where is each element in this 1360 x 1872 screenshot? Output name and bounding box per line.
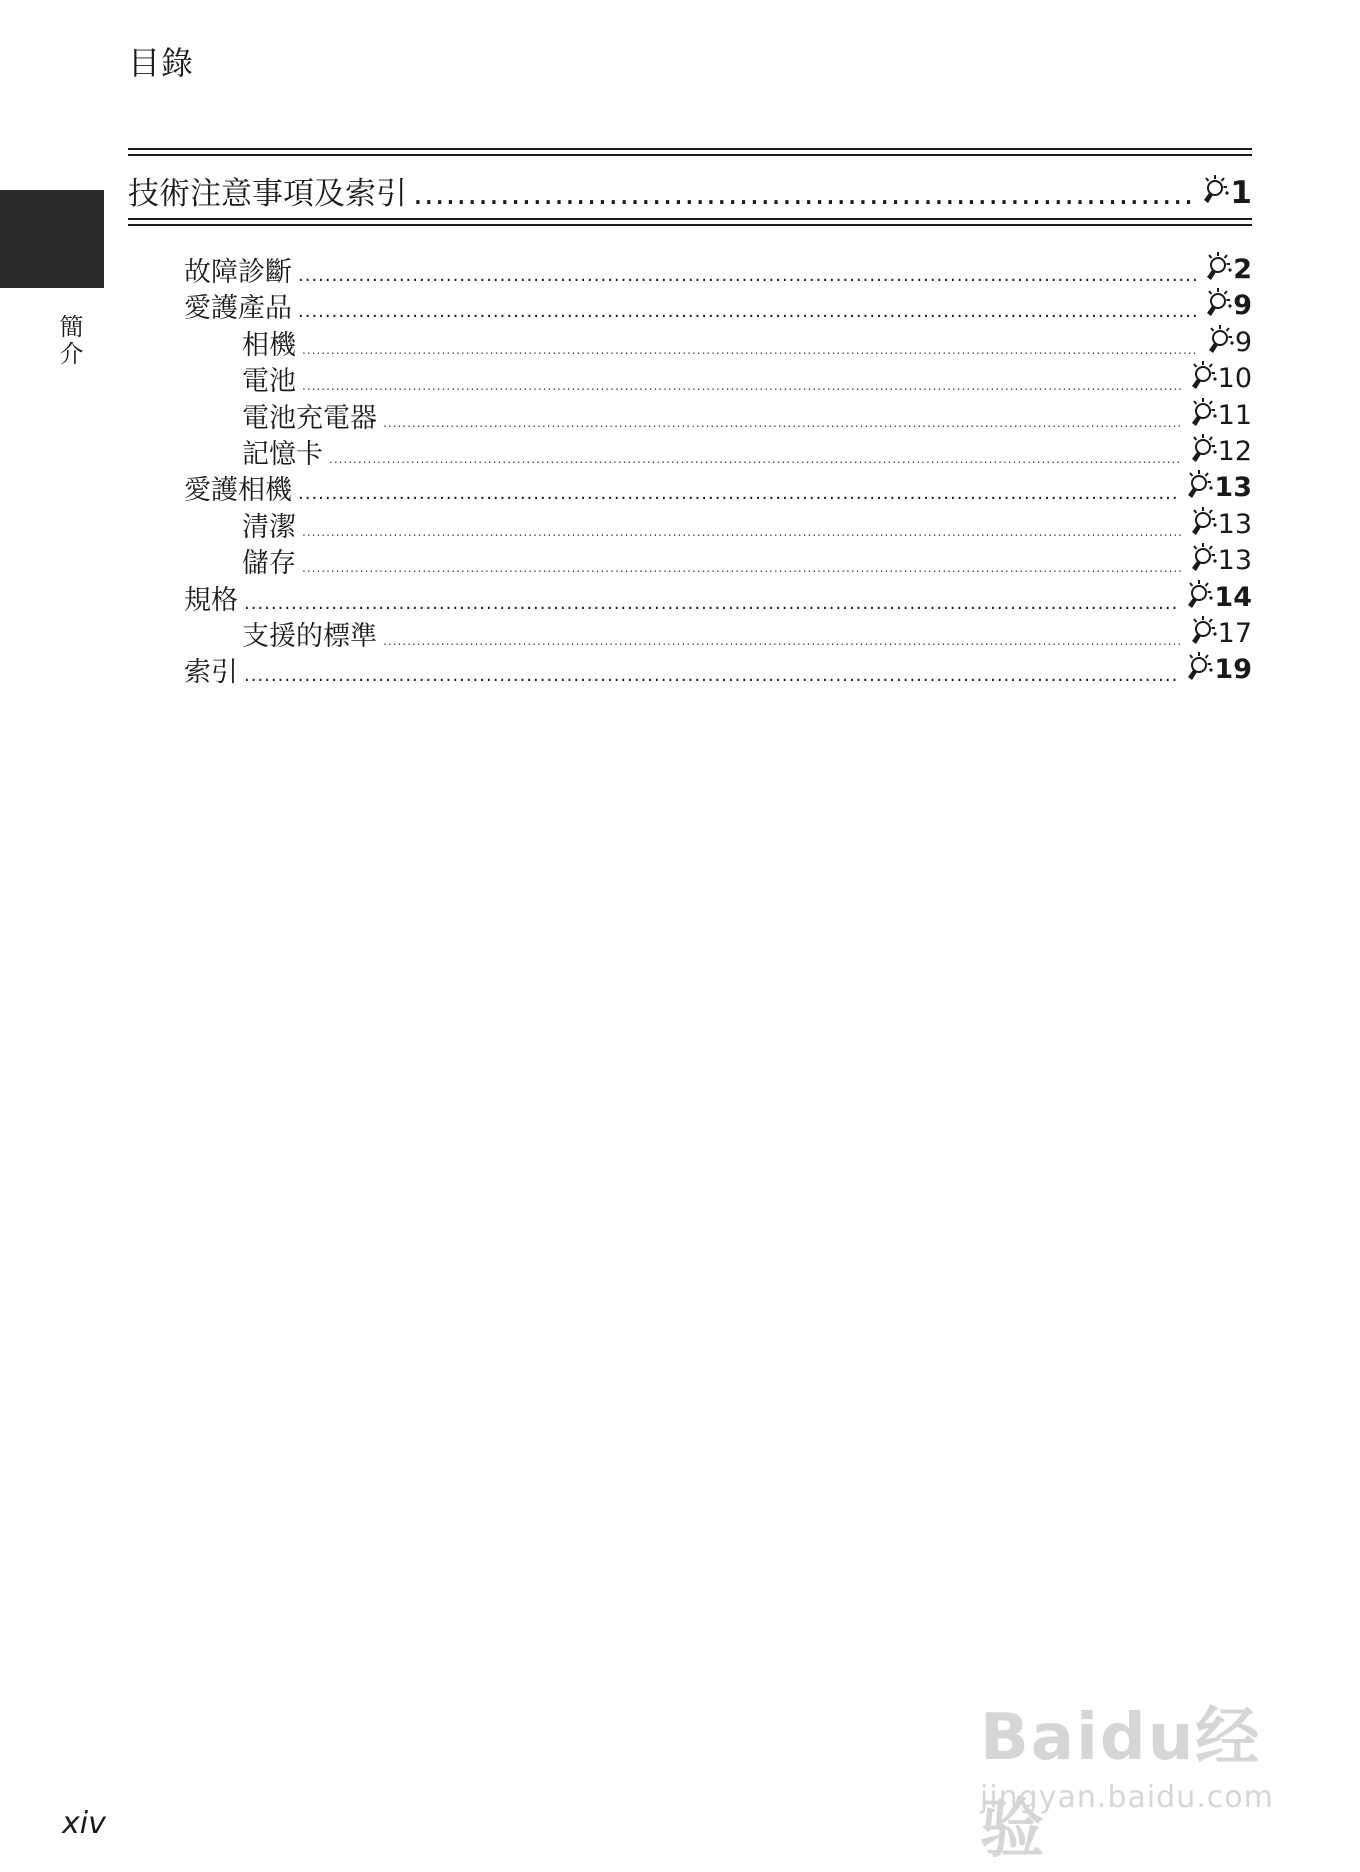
toc-entry-row[interactable] bbox=[184, 250, 1252, 289]
light-bulb-icon bbox=[1204, 324, 1235, 361]
toc-entry-row[interactable] bbox=[242, 505, 1252, 544]
watermark-brand: Baidu经验 bbox=[980, 1701, 1262, 1867]
toc-chapter-label: 技術注意事項及索引 bbox=[128, 176, 407, 212]
toc-entry-label: 電池 bbox=[242, 366, 296, 397]
chapter-rule-top bbox=[128, 148, 1252, 156]
toc-entry-row[interactable] bbox=[242, 432, 1252, 471]
toc-entry-row[interactable] bbox=[242, 323, 1252, 362]
light-bulb-icon bbox=[1187, 506, 1218, 543]
toc-entry-label: 清潔 bbox=[242, 512, 296, 543]
chapter-rule-bottom bbox=[128, 218, 1252, 226]
toc-page-number: 9 bbox=[1233, 290, 1252, 321]
toc-entry-label: 儲存 bbox=[242, 548, 296, 579]
toc-entry-page bbox=[1187, 433, 1252, 470]
section-tab bbox=[0, 190, 104, 288]
toc-entry-label: 愛護相機 bbox=[184, 475, 292, 506]
light-bulb-icon bbox=[1183, 651, 1214, 688]
section-tab-label: 簡介 bbox=[55, 314, 83, 368]
toc-leader-dots bbox=[298, 265, 1196, 286]
toc-entry-page bbox=[1187, 615, 1252, 652]
page-number: xiv bbox=[62, 1806, 106, 1841]
toc-entry-label: 支援的標準 bbox=[242, 621, 377, 652]
toc-entry-page bbox=[1183, 651, 1252, 688]
toc-page-number: 14 bbox=[1214, 582, 1252, 613]
toc-page-number: 19 bbox=[1214, 654, 1252, 685]
toc-entry-row[interactable] bbox=[184, 286, 1252, 325]
toc-entry-label: 相機 bbox=[242, 330, 296, 361]
toc-entry-row[interactable] bbox=[242, 614, 1252, 653]
toc-leader-dots bbox=[413, 176, 1193, 212]
toc-page-number: 13 bbox=[1217, 509, 1252, 540]
toc-entry-page bbox=[1183, 579, 1252, 616]
toc-entry-label: 愛護產品 bbox=[184, 293, 292, 324]
toc-entry-page bbox=[1187, 360, 1252, 397]
toc-entry-row[interactable] bbox=[242, 396, 1252, 435]
toc-page-number: 9 bbox=[1234, 327, 1252, 358]
light-bulb-icon bbox=[1187, 542, 1218, 579]
toc-leader-dots bbox=[302, 343, 1198, 357]
light-bulb-icon bbox=[1187, 360, 1218, 397]
toc-page-number: 17 bbox=[1217, 618, 1252, 649]
toc-entry-label: 電池充電器 bbox=[242, 403, 377, 434]
toc-page-number: 12 bbox=[1217, 436, 1252, 467]
toc-entry-row[interactable] bbox=[242, 359, 1252, 398]
toc-entry-page bbox=[1187, 506, 1252, 543]
toc-entry-row[interactable] bbox=[242, 541, 1252, 580]
toc-entry-label: 規格 bbox=[184, 585, 238, 616]
toc-entry-row[interactable] bbox=[184, 650, 1252, 689]
toc-page-number: 13 bbox=[1214, 472, 1252, 503]
watermark-url: jingyan.baidu.com bbox=[980, 1780, 1274, 1815]
toc-leader-dots bbox=[383, 416, 1181, 430]
light-bulb-icon bbox=[1202, 251, 1233, 288]
toc-entry-row[interactable] bbox=[184, 578, 1252, 617]
toc-leader-dots bbox=[302, 379, 1181, 393]
light-bulb-icon bbox=[1183, 579, 1214, 616]
toc-chapter-page bbox=[1199, 174, 1252, 212]
toc-page-number: 2 bbox=[1233, 254, 1252, 285]
toc-entry-page bbox=[1204, 324, 1252, 361]
toc-leader-dots bbox=[383, 634, 1181, 648]
toc-entry-page bbox=[1202, 251, 1252, 288]
toc-entry-label: 記憶卡 bbox=[242, 439, 323, 470]
light-bulb-icon bbox=[1199, 174, 1230, 212]
toc-leader-dots bbox=[244, 665, 1177, 686]
toc-leader-dots bbox=[298, 483, 1177, 504]
toc-entry-label: 索引 bbox=[184, 657, 238, 688]
toc-entry-label: 故障診斷 bbox=[184, 257, 292, 288]
toc-page-number: 10 bbox=[1217, 363, 1252, 394]
toc-leader-dots bbox=[329, 452, 1181, 466]
toc-leader-dots bbox=[298, 301, 1196, 322]
toc-page-number: 11 bbox=[1217, 400, 1252, 431]
light-bulb-icon bbox=[1202, 287, 1233, 324]
toc-page-number: 1 bbox=[1230, 175, 1252, 211]
toc-chapter-row[interactable] bbox=[128, 168, 1252, 213]
light-bulb-icon bbox=[1187, 615, 1218, 652]
toc-entry-page bbox=[1187, 397, 1252, 434]
light-bulb-icon bbox=[1187, 433, 1218, 470]
page-header-title: 目錄 bbox=[128, 44, 195, 82]
light-bulb-icon bbox=[1183, 469, 1214, 506]
toc-leader-dots bbox=[302, 525, 1181, 539]
toc-entry-page bbox=[1202, 287, 1252, 324]
toc-entry-page bbox=[1187, 542, 1252, 579]
toc-leader-dots bbox=[244, 593, 1177, 614]
toc-entry-page bbox=[1183, 469, 1252, 506]
toc-entry-row[interactable] bbox=[184, 468, 1252, 507]
toc-page-number: 13 bbox=[1217, 545, 1252, 576]
light-bulb-icon bbox=[1187, 397, 1218, 434]
toc-leader-dots bbox=[302, 561, 1181, 575]
watermark bbox=[970, 1676, 1300, 1867]
